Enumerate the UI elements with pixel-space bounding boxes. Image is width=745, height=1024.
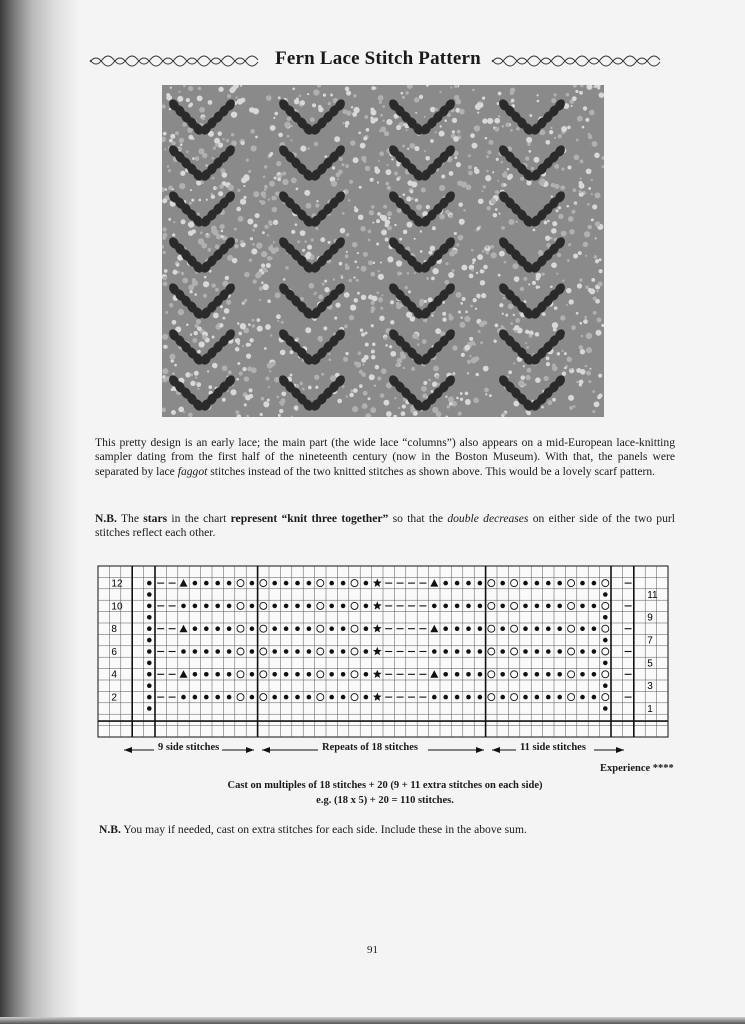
purl-dot: [147, 661, 152, 666]
nb-text-3: so that the: [388, 512, 448, 525]
purl-dot: [546, 695, 551, 700]
purl-dot: [500, 626, 505, 631]
purl-dot: [181, 649, 186, 654]
purl-dot: [341, 672, 346, 677]
side-left-label: 9 side stitches: [158, 742, 220, 753]
purl-dot: [466, 581, 471, 586]
purl-dot: [307, 649, 312, 654]
purl-dot: [523, 695, 528, 700]
purl-dot: [147, 672, 152, 677]
lace-swatch-photo: [162, 85, 604, 417]
purl-dot: [295, 649, 300, 654]
purl-dot: [500, 672, 505, 677]
purl-dot: [329, 695, 334, 700]
purl-dot: [478, 581, 483, 586]
purl-dot: [500, 581, 505, 586]
nb-bold-1: stars: [143, 512, 168, 525]
cast-on-line-1: Cast on multiples of 18 stitches + 20 (9 + 11 extra stitches on each side): [227, 780, 543, 791]
nb-extra-stitches-note: [99, 823, 527, 836]
purl-dot: [557, 672, 562, 677]
purl-dot: [592, 581, 597, 586]
purl-dot: [204, 649, 209, 654]
purl-dot: [443, 695, 448, 700]
side-right-label: 11 side stitches: [520, 742, 586, 753]
purl-dot: [181, 604, 186, 609]
purl-dot: [592, 672, 597, 677]
purl-dot: [341, 604, 346, 609]
purl-dot: [443, 672, 448, 677]
purl-dot: [147, 581, 152, 586]
purl-dot: [329, 581, 334, 586]
purl-dot: [272, 604, 277, 609]
nb2-label: N.B.: [99, 823, 121, 836]
purl-dot: [535, 672, 540, 677]
purl-dot: [215, 626, 220, 631]
purl-dot: [466, 626, 471, 631]
purl-dot: [193, 604, 198, 609]
purl-dot: [204, 672, 209, 677]
purl-dot: [580, 649, 585, 654]
purl-dot: [432, 604, 437, 609]
purl-dot: [546, 604, 551, 609]
purl-dot: [603, 661, 608, 666]
row-number-right: 9: [647, 612, 653, 624]
purl-dot: [215, 649, 220, 654]
row-number-right: 1: [647, 703, 653, 715]
purl-dot: [432, 649, 437, 654]
purl-dot: [455, 649, 460, 654]
row-number-left: 10: [111, 601, 123, 613]
purl-dot: [307, 672, 312, 677]
purl-dot: [478, 695, 483, 700]
purl-dot: [523, 626, 528, 631]
purl-dot: [500, 649, 505, 654]
right-ornament: [490, 50, 670, 72]
purl-dot: [546, 672, 551, 677]
purl-dot: [341, 649, 346, 654]
title-row: [88, 46, 668, 76]
purl-dot: [147, 604, 152, 609]
purl-dot: [557, 695, 562, 700]
nb-bold-2: represent “knit three together”: [230, 512, 389, 525]
purl-dot: [466, 649, 471, 654]
purl-dot: [443, 649, 448, 654]
purl-dot: [557, 604, 562, 609]
purl-dot: [147, 638, 152, 643]
purl-dot: [295, 604, 300, 609]
purl-dot: [557, 649, 562, 654]
purl-dot: [580, 604, 585, 609]
purl-dot: [284, 581, 289, 586]
purl-dot: [215, 581, 220, 586]
nb-text-2: in the chart: [167, 512, 231, 525]
purl-dot: [535, 695, 540, 700]
purl-dot: [455, 695, 460, 700]
nb-text-4: on either side of the two purl stitches reflect each other.: [95, 512, 675, 540]
purl-dot: [193, 626, 198, 631]
purl-dot: [523, 581, 528, 586]
purl-dot: [147, 592, 152, 597]
purl-dot: [284, 695, 289, 700]
purl-dot: [364, 581, 369, 586]
purl-dot: [204, 581, 209, 586]
purl-dot: [341, 626, 346, 631]
nb-stars-paragraph: [95, 512, 675, 541]
purl-dot: [272, 695, 277, 700]
purl-dot: [284, 604, 289, 609]
nb-italic: double decreases: [447, 512, 529, 525]
chart-footer: [96, 742, 676, 762]
purl-dot: [329, 626, 334, 631]
purl-dot: [147, 615, 152, 620]
row-number-left: 8: [111, 624, 117, 636]
purl-dot: [295, 695, 300, 700]
purl-dot: [341, 581, 346, 586]
purl-dot: [466, 695, 471, 700]
purl-dot: [147, 649, 152, 654]
purl-dot: [546, 626, 551, 631]
purl-dot: [466, 672, 471, 677]
purl-dot: [592, 695, 597, 700]
purl-dot: [329, 649, 334, 654]
purl-dot: [284, 626, 289, 631]
purl-dot: [307, 695, 312, 700]
row-number-right: 11: [647, 589, 658, 601]
purl-dot: [592, 626, 597, 631]
purl-dot: [250, 672, 255, 677]
purl-dot: [364, 604, 369, 609]
purl-dot: [329, 672, 334, 677]
purl-dot: [307, 604, 312, 609]
stitch-chart: [96, 564, 676, 744]
purl-dot: [364, 695, 369, 700]
purl-dot: [250, 649, 255, 654]
nb2-text: You may if needed, cast on extra stitches for each side. Include these in the above sum.: [120, 823, 527, 836]
purl-dot: [478, 649, 483, 654]
purl-dot: [284, 672, 289, 677]
purl-dot: [603, 638, 608, 643]
row-number-right: 5: [647, 658, 653, 670]
purl-dot: [364, 672, 369, 677]
purl-dot: [204, 604, 209, 609]
page-number: 91: [367, 944, 378, 956]
row-number-left: 4: [111, 669, 117, 681]
purl-dot: [227, 626, 232, 631]
purl-dot: [603, 615, 608, 620]
purl-dot: [307, 581, 312, 586]
page-title: Fern Lace Stitch Pattern: [275, 48, 481, 69]
purl-dot: [432, 695, 437, 700]
purl-dot: [147, 706, 152, 711]
purl-dot: [523, 649, 528, 654]
book-gutter: [0, 0, 80, 1024]
purl-dot: [250, 626, 255, 631]
row-number-right: 7: [647, 635, 653, 647]
purl-dot: [181, 695, 186, 700]
purl-dot: [535, 626, 540, 631]
purl-dot: [147, 695, 152, 700]
purl-dot: [364, 626, 369, 631]
purl-dot: [227, 649, 232, 654]
purl-dot: [272, 626, 277, 631]
purl-dot: [227, 695, 232, 700]
purl-dot: [147, 626, 152, 631]
purl-dot: [546, 649, 551, 654]
purl-dot: [443, 581, 448, 586]
purl-dot: [272, 649, 277, 654]
purl-dot: [455, 581, 460, 586]
purl-dot: [204, 626, 209, 631]
purl-dot: [295, 581, 300, 586]
purl-dot: [580, 626, 585, 631]
purl-dot: [580, 581, 585, 586]
row-number-left: 2: [111, 692, 117, 704]
purl-dot: [193, 695, 198, 700]
repeats-label: Repeats of 18 stitches: [322, 742, 418, 753]
purl-dot: [455, 626, 460, 631]
purl-dot: [272, 672, 277, 677]
page-bottom-edge: [0, 1017, 745, 1024]
stitch-chart-grid: [96, 564, 676, 744]
purl-dot: [455, 672, 460, 677]
purl-dot: [204, 695, 209, 700]
purl-dot: [227, 581, 232, 586]
intro-text-2: stitches instead of the two knitted stitches as shown above. This would be a lovely scarf pattern.: [207, 464, 656, 478]
purl-dot: [227, 672, 232, 677]
nb-label: N.B.: [95, 512, 117, 525]
purl-dot: [193, 581, 198, 586]
purl-dot: [580, 695, 585, 700]
purl-dot: [592, 649, 597, 654]
purl-dot: [535, 649, 540, 654]
purl-dot: [546, 581, 551, 586]
purl-dot: [580, 672, 585, 677]
purl-dot: [215, 604, 220, 609]
purl-dot: [535, 604, 540, 609]
purl-dot: [250, 604, 255, 609]
cast-on-line-2: e.g. (18 x 5) + 20 = 110 stitches.: [316, 795, 454, 806]
purl-dot: [557, 581, 562, 586]
purl-dot: [535, 581, 540, 586]
purl-dot: [284, 649, 289, 654]
purl-dot: [341, 695, 346, 700]
experience-rating: Experience ****: [600, 763, 674, 774]
purl-dot: [466, 604, 471, 609]
row-number-left: 12: [111, 578, 123, 590]
purl-dot: [307, 626, 312, 631]
purl-dot: [250, 581, 255, 586]
purl-dot: [227, 604, 232, 609]
row-number-right: 3: [647, 681, 653, 693]
purl-dot: [295, 626, 300, 631]
purl-dot: [193, 649, 198, 654]
intro-italic: faggot: [177, 464, 208, 478]
purl-dot: [500, 695, 505, 700]
purl-dot: [147, 683, 152, 688]
purl-dot: [523, 604, 528, 609]
purl-dot: [250, 695, 255, 700]
purl-dot: [478, 604, 483, 609]
purl-dot: [443, 604, 448, 609]
purl-dot: [329, 604, 334, 609]
nb-text-1: The: [116, 512, 144, 525]
purl-dot: [193, 672, 198, 677]
purl-dot: [592, 604, 597, 609]
purl-dot: [478, 672, 483, 677]
purl-dot: [478, 626, 483, 631]
purl-dot: [603, 592, 608, 597]
intro-paragraph: [95, 436, 675, 479]
purl-dot: [215, 695, 220, 700]
purl-dot: [272, 581, 277, 586]
purl-dot: [603, 683, 608, 688]
purl-dot: [523, 672, 528, 677]
row-number-left: 6: [111, 646, 117, 658]
purl-dot: [603, 706, 608, 711]
purl-dot: [295, 672, 300, 677]
purl-dot: [455, 604, 460, 609]
purl-dot: [443, 626, 448, 631]
purl-dot: [557, 626, 562, 631]
purl-dot: [215, 672, 220, 677]
purl-dot: [364, 649, 369, 654]
lace-texture: [162, 85, 604, 417]
purl-dot: [500, 604, 505, 609]
intro-text-1: This pretty design is an early lace; the main part (the wide lace “columns”) also appears on a mid-European lace-knitting sampler dating from the first half of the nineteenth century (now in the Boston Museum). With that, the panels were separated by lace: [95, 436, 675, 478]
